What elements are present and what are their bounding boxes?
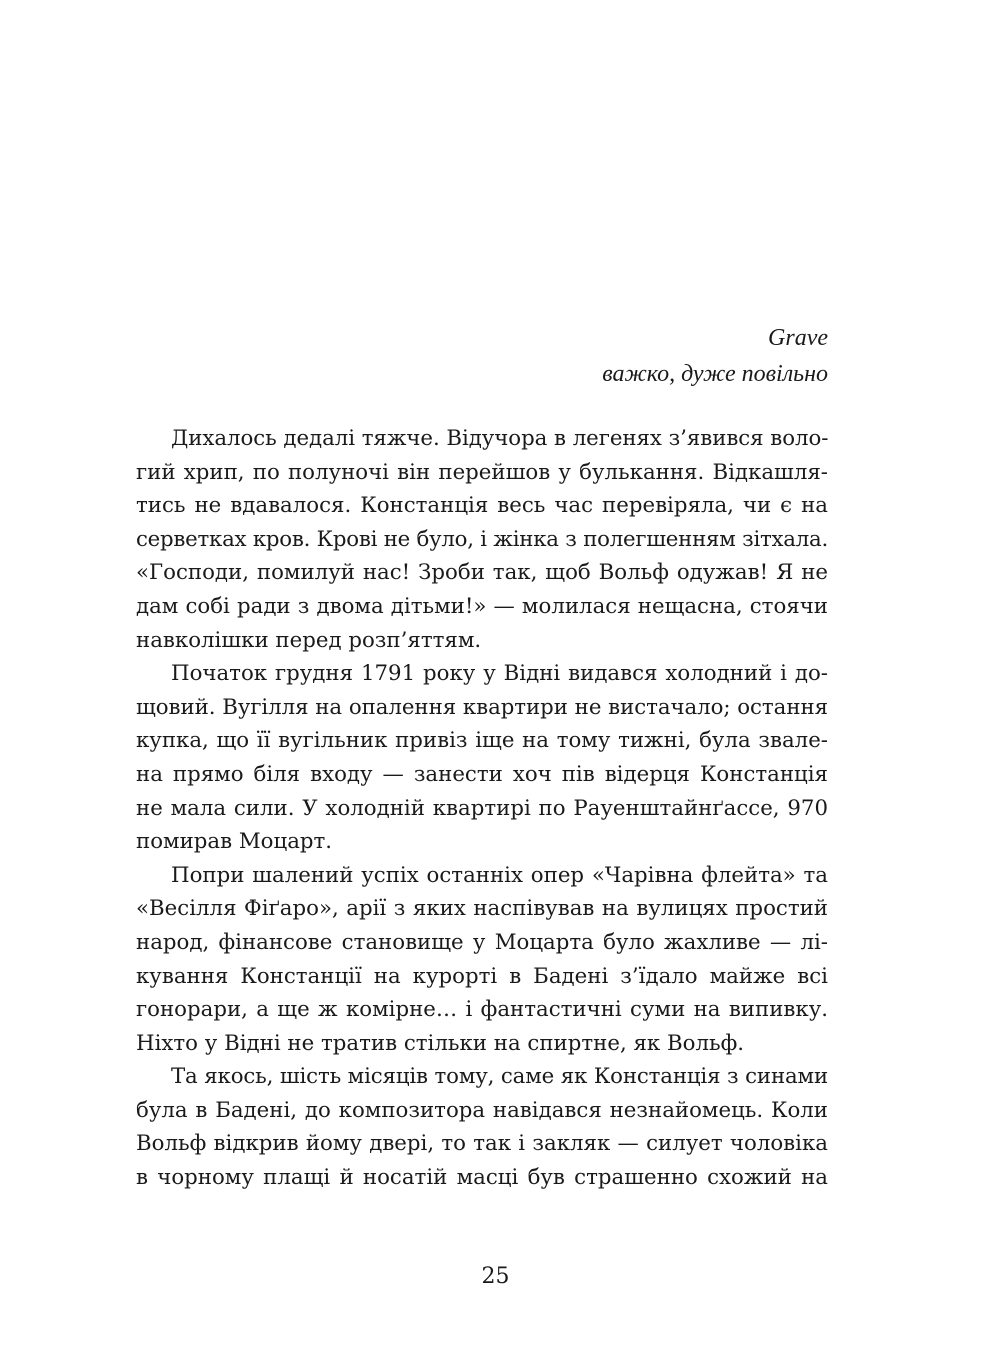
text-line: гонорари, а ще ж комірне… і фантастичні суми на випивку. [136, 997, 828, 1023]
text-line: на прямо біля входу — занести хоч пів відерця Констанція [136, 761, 828, 787]
text-line: навколішки перед розп’яттям. [136, 627, 482, 653]
text-line: щовий. Вугілля на опалення квартири не вистачало; остання [136, 694, 828, 720]
text-line: тись не вдавалося. Констанція весь час перевіряла, чи є на [136, 493, 828, 519]
paragraph [136, 1060, 828, 1194]
text-line: Та якось, шість місяців тому, саме як Констанція з синами [171, 1064, 828, 1090]
paragraph [136, 657, 828, 859]
paragraph [136, 859, 828, 1061]
text-line: Ніхто у Відні не тратив стільки на спиртне, як Вольф. [136, 1030, 745, 1056]
page-number: 25 [481, 1264, 510, 1289]
body-text [136, 422, 828, 1195]
text-line: помирав Моцарт. [136, 829, 333, 855]
text-line: гий хрип, по полуночі він перейшов у булькання. Відкашля- [136, 459, 828, 485]
epigraph [166, 320, 828, 392]
paragraph [136, 422, 828, 657]
epigraph-tempo: Grave [768, 325, 828, 351]
text-line: в чорному плащі й носатій масці був страшенно схожий на [136, 1165, 828, 1191]
text-line: Початок грудня 1791 року у Відні видався холодний і до- [171, 661, 828, 687]
text-line: Вольф відкрив йому двері, то так і закляк — силует чоловіка [136, 1131, 828, 1157]
text-line: кування Констанції на курорті в Бадені з’їдало майже всі [136, 963, 828, 989]
text-line: «Господи, помилуй нас! Зроби так, щоб Вольф одужав! Я не [136, 560, 828, 586]
text-line: Дихалось дедалі тяжче. Відучора в легенях з’явився воло- [171, 426, 829, 451]
text-line: серветках кров. Крові не було, і жінка з полегшенням зітхала. [136, 526, 828, 552]
text-line: народ, фінансове становище у Моцарта було жахливе — лі- [136, 929, 828, 955]
text-line: дам собі ради з двома дітьми!» — молилася нещасна, стоячи [136, 593, 828, 619]
epigraph-translation: важко, дуже повільно [602, 361, 828, 387]
text-line: була в Бадені, до композитора навідався незнайомець. Коли [136, 1097, 828, 1123]
text-line: купка, що її вугільник привіз іще на тому тижні, була звале- [136, 728, 828, 754]
text-line: Попри шалений успіх останніх опер «Чарівна флейта» та [171, 862, 828, 888]
text-line: не мала сили. У холодній квартирі по Рауенштайнґассе, 970 [136, 795, 828, 821]
text-line: «Весілля Фіґаро», арії з яких наспівував на вулицях простий [136, 896, 828, 922]
